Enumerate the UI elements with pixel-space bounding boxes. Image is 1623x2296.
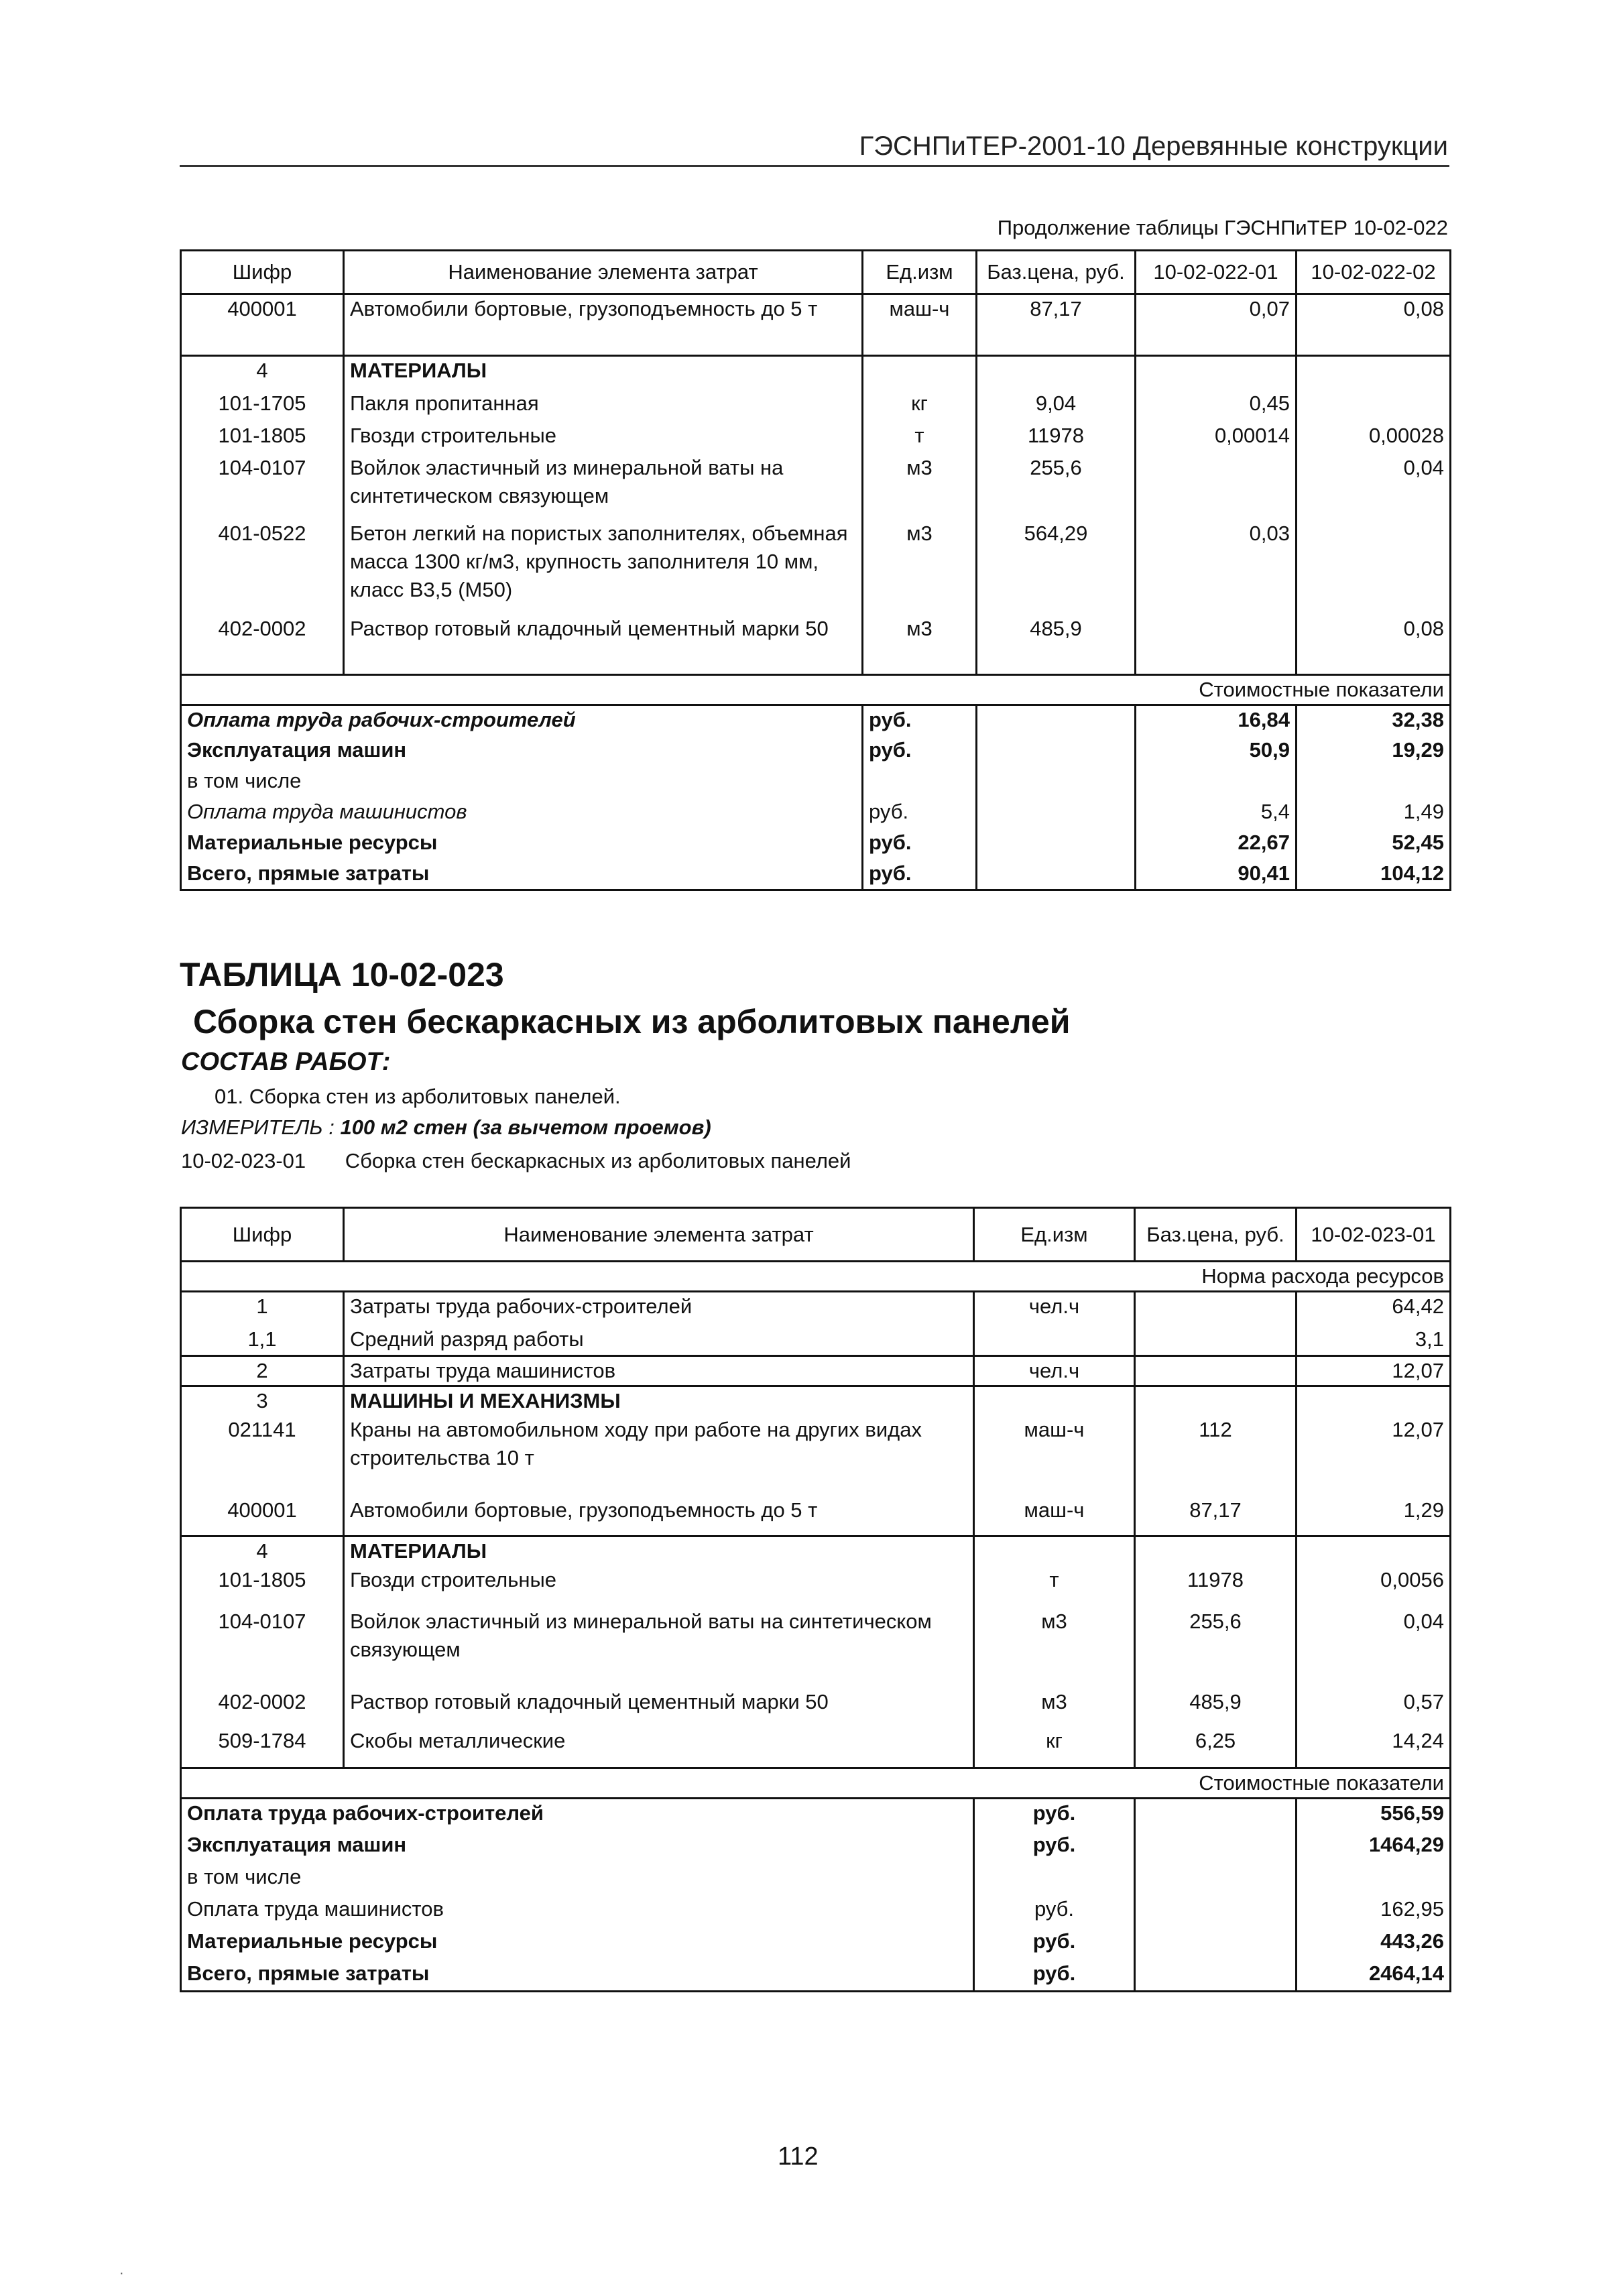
col-header-unit: Ед.изм <box>974 1208 1135 1262</box>
table-row <box>181 1416 1451 1496</box>
cell-v1: 0,07 <box>1136 294 1297 356</box>
cell-code: 3 <box>181 1386 344 1416</box>
norm-name: Сборка стен бескаркасных из арболитовых панелей <box>345 1149 851 1172</box>
cell-price: 11978 <box>977 422 1136 454</box>
cell-name: МАТЕРИАЛЫ <box>344 356 863 389</box>
cell-v2: 0,08 <box>1297 294 1451 356</box>
cell-code: 402-0002 <box>181 615 344 675</box>
cost-label: Оплата труда машинистов <box>181 798 863 829</box>
cost-row <box>181 1831 1451 1863</box>
cell-unit: м3 <box>863 615 977 675</box>
cost-unit: руб. <box>974 1895 1135 1927</box>
table-row <box>181 615 1451 675</box>
cost-row <box>181 767 1451 798</box>
table-row <box>181 454 1451 520</box>
work-composition-heading: СОСТАВ РАБОТ: <box>181 1048 391 1076</box>
cost-v1: 2464,14 <box>1297 1959 1451 1992</box>
cell-unit: м3 <box>863 454 977 520</box>
resource-table-10-02-023 <box>180 1207 1451 1992</box>
cell-unit: м3 <box>974 1688 1135 1727</box>
table-row <box>181 389 1451 422</box>
cell-unit: т <box>974 1566 1135 1608</box>
table-row <box>181 1292 1451 1325</box>
cost-label: Оплата труда рабочих-строителей <box>181 1799 974 1831</box>
col-header-name: Наименование элемента затрат <box>344 251 863 294</box>
cell-v1: 1,29 <box>1297 1496 1451 1536</box>
cell-unit: маш-ч <box>974 1416 1135 1496</box>
cell-code: 101-1805 <box>181 1566 344 1608</box>
cell-name: Автомобили бортовые, грузоподъемность до 5 т <box>344 294 863 356</box>
cell-v1: 14,24 <box>1297 1727 1451 1768</box>
cell-v1: 0,04 <box>1297 1608 1451 1688</box>
cell-code: 402-0002 <box>181 1688 344 1727</box>
table-row <box>181 1727 1451 1768</box>
resource-table-10-02-022 <box>180 249 1451 891</box>
cell-v2: 0,00028 <box>1297 422 1451 454</box>
cost-unit: руб. <box>974 1959 1135 1992</box>
cell-code: 4 <box>181 356 344 389</box>
cell-code: 021141 <box>181 1416 344 1496</box>
cost-unit: руб. <box>863 859 977 890</box>
cell-price: 255,6 <box>1135 1608 1297 1688</box>
cell-name: Затраты труда рабочих-строителей <box>344 1292 974 1325</box>
table-row <box>181 1608 1451 1688</box>
cell-name: Раствор готовый кладочный цементный марки 50 <box>344 1688 974 1727</box>
cell-price: 87,17 <box>1135 1496 1297 1536</box>
cost-row <box>181 736 1451 767</box>
cell-price: 112 <box>1135 1416 1297 1496</box>
header-divider <box>180 165 1449 167</box>
table-title: ТАБЛИЦА 10-02-023 <box>180 956 504 993</box>
cell-v1: 0,03 <box>1136 520 1297 615</box>
measure-value: 100 м2 стен (за вычетом проемов) <box>340 1115 711 1139</box>
cell-price <box>1135 1356 1297 1386</box>
cell-v1: 0,00014 <box>1136 422 1297 454</box>
cell-unit <box>974 1386 1135 1416</box>
cost-v1: 16,84 <box>1136 705 1297 736</box>
cell-price <box>977 356 1136 389</box>
cell-name: Гвозди строительные <box>344 1566 974 1608</box>
cost-row <box>181 1895 1451 1927</box>
col-header-price: Баз.цена, руб. <box>1135 1208 1297 1262</box>
cell-code: 1,1 <box>181 1325 344 1356</box>
cell-v1: 0,57 <box>1297 1688 1451 1727</box>
col-header-price: Баз.цена, руб. <box>977 251 1136 294</box>
cost-unit <box>863 767 977 798</box>
cost-row <box>181 798 1451 829</box>
cell-name: Средний разряд работы <box>344 1325 974 1356</box>
cell-price: 9,04 <box>977 389 1136 422</box>
col-header-v1: 10-02-023-01 <box>1297 1208 1451 1262</box>
table-row-section <box>181 356 1451 389</box>
cost-v1: 443,26 <box>1297 1927 1451 1959</box>
table-subtitle: Сборка стен бескаркасных из арболитовых панелей <box>193 1003 1071 1040</box>
cell-name: Бетон легкий на пористых заполнителях, объемная масса 1300 кг/м3, крупность заполнителя 10 мм, класс В3,5 (М50) <box>344 520 863 615</box>
cell-code: 104-0107 <box>181 1608 344 1688</box>
cost-label: Материальные ресурсы <box>181 1927 974 1959</box>
cell-price: 485,9 <box>977 615 1136 675</box>
cost-v1: 556,59 <box>1297 1799 1451 1831</box>
cost-unit: руб. <box>974 1831 1135 1863</box>
cell-v2 <box>1297 389 1451 422</box>
cell-code: 101-1805 <box>181 422 344 454</box>
work-item: 01. Сборка стен из арболитовых панелей. <box>215 1085 621 1108</box>
cell-price <box>1135 1325 1297 1356</box>
cell-price: 255,6 <box>977 454 1136 520</box>
cell-price <box>1135 1292 1297 1325</box>
measure-label: ИЗМЕРИТЕЛЬ : <box>181 1115 335 1139</box>
cost-row <box>181 705 1451 736</box>
page-header-title: ГЭСНПиТЕР-2001-10 Деревянные конструкции <box>859 131 1448 161</box>
cost-label: Оплата труда машинистов <box>181 1895 974 1927</box>
table-row <box>181 1688 1451 1727</box>
table-row-section <box>181 1536 1451 1566</box>
table-row <box>181 1496 1451 1536</box>
table-row <box>181 294 1451 356</box>
cell-code: 401-0522 <box>181 520 344 615</box>
cost-label: Всего, прямые затраты <box>181 1959 974 1992</box>
cell-v1: 64,42 <box>1297 1292 1451 1325</box>
cost-indicators-header: Стоимостные показатели <box>181 675 1451 705</box>
cell-code: 400001 <box>181 294 344 356</box>
cost-row <box>181 859 1451 890</box>
cell-v1: 3,1 <box>1297 1325 1451 1356</box>
cell-v2 <box>1297 520 1451 615</box>
cost-unit: руб. <box>974 1799 1135 1831</box>
cell-name: МАШИНЫ И МЕХАНИЗМЫ <box>344 1386 974 1416</box>
cell-unit: кг <box>974 1727 1135 1768</box>
cell-unit: м3 <box>863 520 977 615</box>
cell-name: Войлок эластичный из минеральной ваты на синтетическом связующем <box>344 1608 974 1688</box>
cost-v1: 162,95 <box>1297 1895 1451 1927</box>
cost-label: Оплата труда рабочих-строителей <box>181 705 863 736</box>
cell-name: Краны на автомобильном ходу при работе на других видах строительства 10 т <box>344 1416 974 1496</box>
cost-row <box>181 1927 1451 1959</box>
cost-unit: руб. <box>974 1927 1135 1959</box>
cell-unit: маш-ч <box>974 1496 1135 1536</box>
cost-v1: 1464,29 <box>1297 1831 1451 1863</box>
cell-unit <box>974 1325 1135 1356</box>
cell-code: 509-1784 <box>181 1727 344 1768</box>
cell-price: 87,17 <box>977 294 1136 356</box>
measure-line <box>181 1115 711 1140</box>
cell-v1: 0,45 <box>1136 389 1297 422</box>
cell-unit: кг <box>863 389 977 422</box>
cost-row <box>181 1799 1451 1831</box>
cell-v1 <box>1297 1536 1451 1566</box>
cell-v2: 0,04 <box>1297 454 1451 520</box>
cost-v2: 52,45 <box>1297 829 1451 859</box>
cost-unit <box>974 1863 1135 1895</box>
cell-v1: 0,0056 <box>1297 1566 1451 1608</box>
cell-v1 <box>1136 356 1297 389</box>
cost-row <box>181 1959 1451 1992</box>
cell-price: 11978 <box>1135 1566 1297 1608</box>
cell-v1 <box>1297 1386 1451 1416</box>
col-header-v1: 10-02-022-01 <box>1136 251 1297 294</box>
cost-v2: 19,29 <box>1297 736 1451 767</box>
table-header-row <box>181 1208 1451 1262</box>
col-header-code: Шифр <box>181 1208 344 1262</box>
cost-label: в том числе <box>181 767 863 798</box>
cell-unit <box>863 356 977 389</box>
cost-label: Всего, прямые затраты <box>181 859 863 890</box>
cost-unit: руб. <box>863 736 977 767</box>
table-row <box>181 1566 1451 1608</box>
cost-unit: руб. <box>863 705 977 736</box>
cell-code: 104-0107 <box>181 454 344 520</box>
col-header-code: Шифр <box>181 251 344 294</box>
cost-v1: 5,4 <box>1136 798 1297 829</box>
norm-header: Норма расхода ресурсов <box>181 1262 1451 1292</box>
cost-v1: 90,41 <box>1136 859 1297 890</box>
cell-code: 400001 <box>181 1496 344 1536</box>
cost-v1 <box>1136 767 1297 798</box>
table-row <box>181 520 1451 615</box>
table-row-section <box>181 1386 1451 1416</box>
table-row <box>181 1325 1451 1356</box>
cell-v1: 12,07 <box>1297 1356 1451 1386</box>
cell-unit: чел.ч <box>974 1292 1135 1325</box>
cost-v2: 32,38 <box>1297 705 1451 736</box>
cell-unit: т <box>863 422 977 454</box>
cell-price: 6,25 <box>1135 1727 1297 1768</box>
cell-v1 <box>1136 454 1297 520</box>
cell-price <box>1135 1386 1297 1416</box>
cost-v1: 22,67 <box>1136 829 1297 859</box>
cell-v1: 12,07 <box>1297 1416 1451 1496</box>
cell-v2: 0,08 <box>1297 615 1451 675</box>
cell-v1 <box>1136 615 1297 675</box>
cell-unit: м3 <box>974 1608 1135 1688</box>
cost-v2 <box>1297 767 1451 798</box>
cell-name: МАТЕРИАЛЫ <box>344 1536 974 1566</box>
cell-price <box>1135 1536 1297 1566</box>
table-row <box>181 422 1451 454</box>
cell-unit: чел.ч <box>974 1356 1135 1386</box>
norm-header-row <box>181 1262 1451 1292</box>
cell-code: 101-1705 <box>181 389 344 422</box>
cell-name: Войлок эластичный из минеральной ваты на синтетическом связующем <box>344 454 863 520</box>
cell-code: 4 <box>181 1536 344 1566</box>
table-continuation-caption: Продолжение таблицы ГЭСНПиТЕР 10-02-022 <box>997 216 1448 239</box>
cell-unit: маш-ч <box>863 294 977 356</box>
cost-label: Материальные ресурсы <box>181 829 863 859</box>
cell-v2 <box>1297 356 1451 389</box>
cost-row <box>181 1863 1451 1895</box>
cost-unit: руб. <box>863 829 977 859</box>
table-row <box>181 1356 1451 1386</box>
cell-price: 485,9 <box>1135 1688 1297 1727</box>
cell-name: Автомобили бортовые, грузоподъемность до 5 т <box>344 1496 974 1536</box>
cell-name: Раствор готовый кладочный цементный марки 50 <box>344 615 863 675</box>
cell-name: Гвозди строительные <box>344 422 863 454</box>
cell-price: 564,29 <box>977 520 1136 615</box>
cell-unit <box>974 1536 1135 1566</box>
cell-name: Пакля пропитанная <box>344 389 863 422</box>
page-number: 112 <box>778 2142 819 2171</box>
cost-label: Эксплуатация машин <box>181 736 863 767</box>
cell-code: 1 <box>181 1292 344 1325</box>
cost-v2: 104,12 <box>1297 859 1451 890</box>
cost-indicators-header-row <box>181 1768 1451 1799</box>
cost-v2: 1,49 <box>1297 798 1451 829</box>
cost-indicators-header-row <box>181 675 1451 705</box>
cost-label: Эксплуатация машин <box>181 1831 974 1863</box>
cost-row <box>181 829 1451 859</box>
col-header-name: Наименование элемента затрат <box>344 1208 974 1262</box>
cell-code: 2 <box>181 1356 344 1386</box>
col-header-unit: Ед.изм <box>863 251 977 294</box>
cost-v1 <box>1297 1863 1451 1895</box>
cost-v1: 50,9 <box>1136 736 1297 767</box>
table-header-row <box>181 251 1451 294</box>
norm-code-line <box>181 1149 851 1173</box>
cost-label: в том числе <box>181 1863 974 1895</box>
cell-name: Скобы металлические <box>344 1727 974 1768</box>
cost-unit: руб. <box>863 798 977 829</box>
col-header-v2: 10-02-022-02 <box>1297 251 1451 294</box>
scan-speck: · <box>119 2266 124 2281</box>
norm-code: 10-02-023-01 <box>181 1149 306 1172</box>
cell-name: Затраты труда машинистов <box>344 1356 974 1386</box>
cost-indicators-header: Стоимостные показатели <box>181 1768 1451 1799</box>
